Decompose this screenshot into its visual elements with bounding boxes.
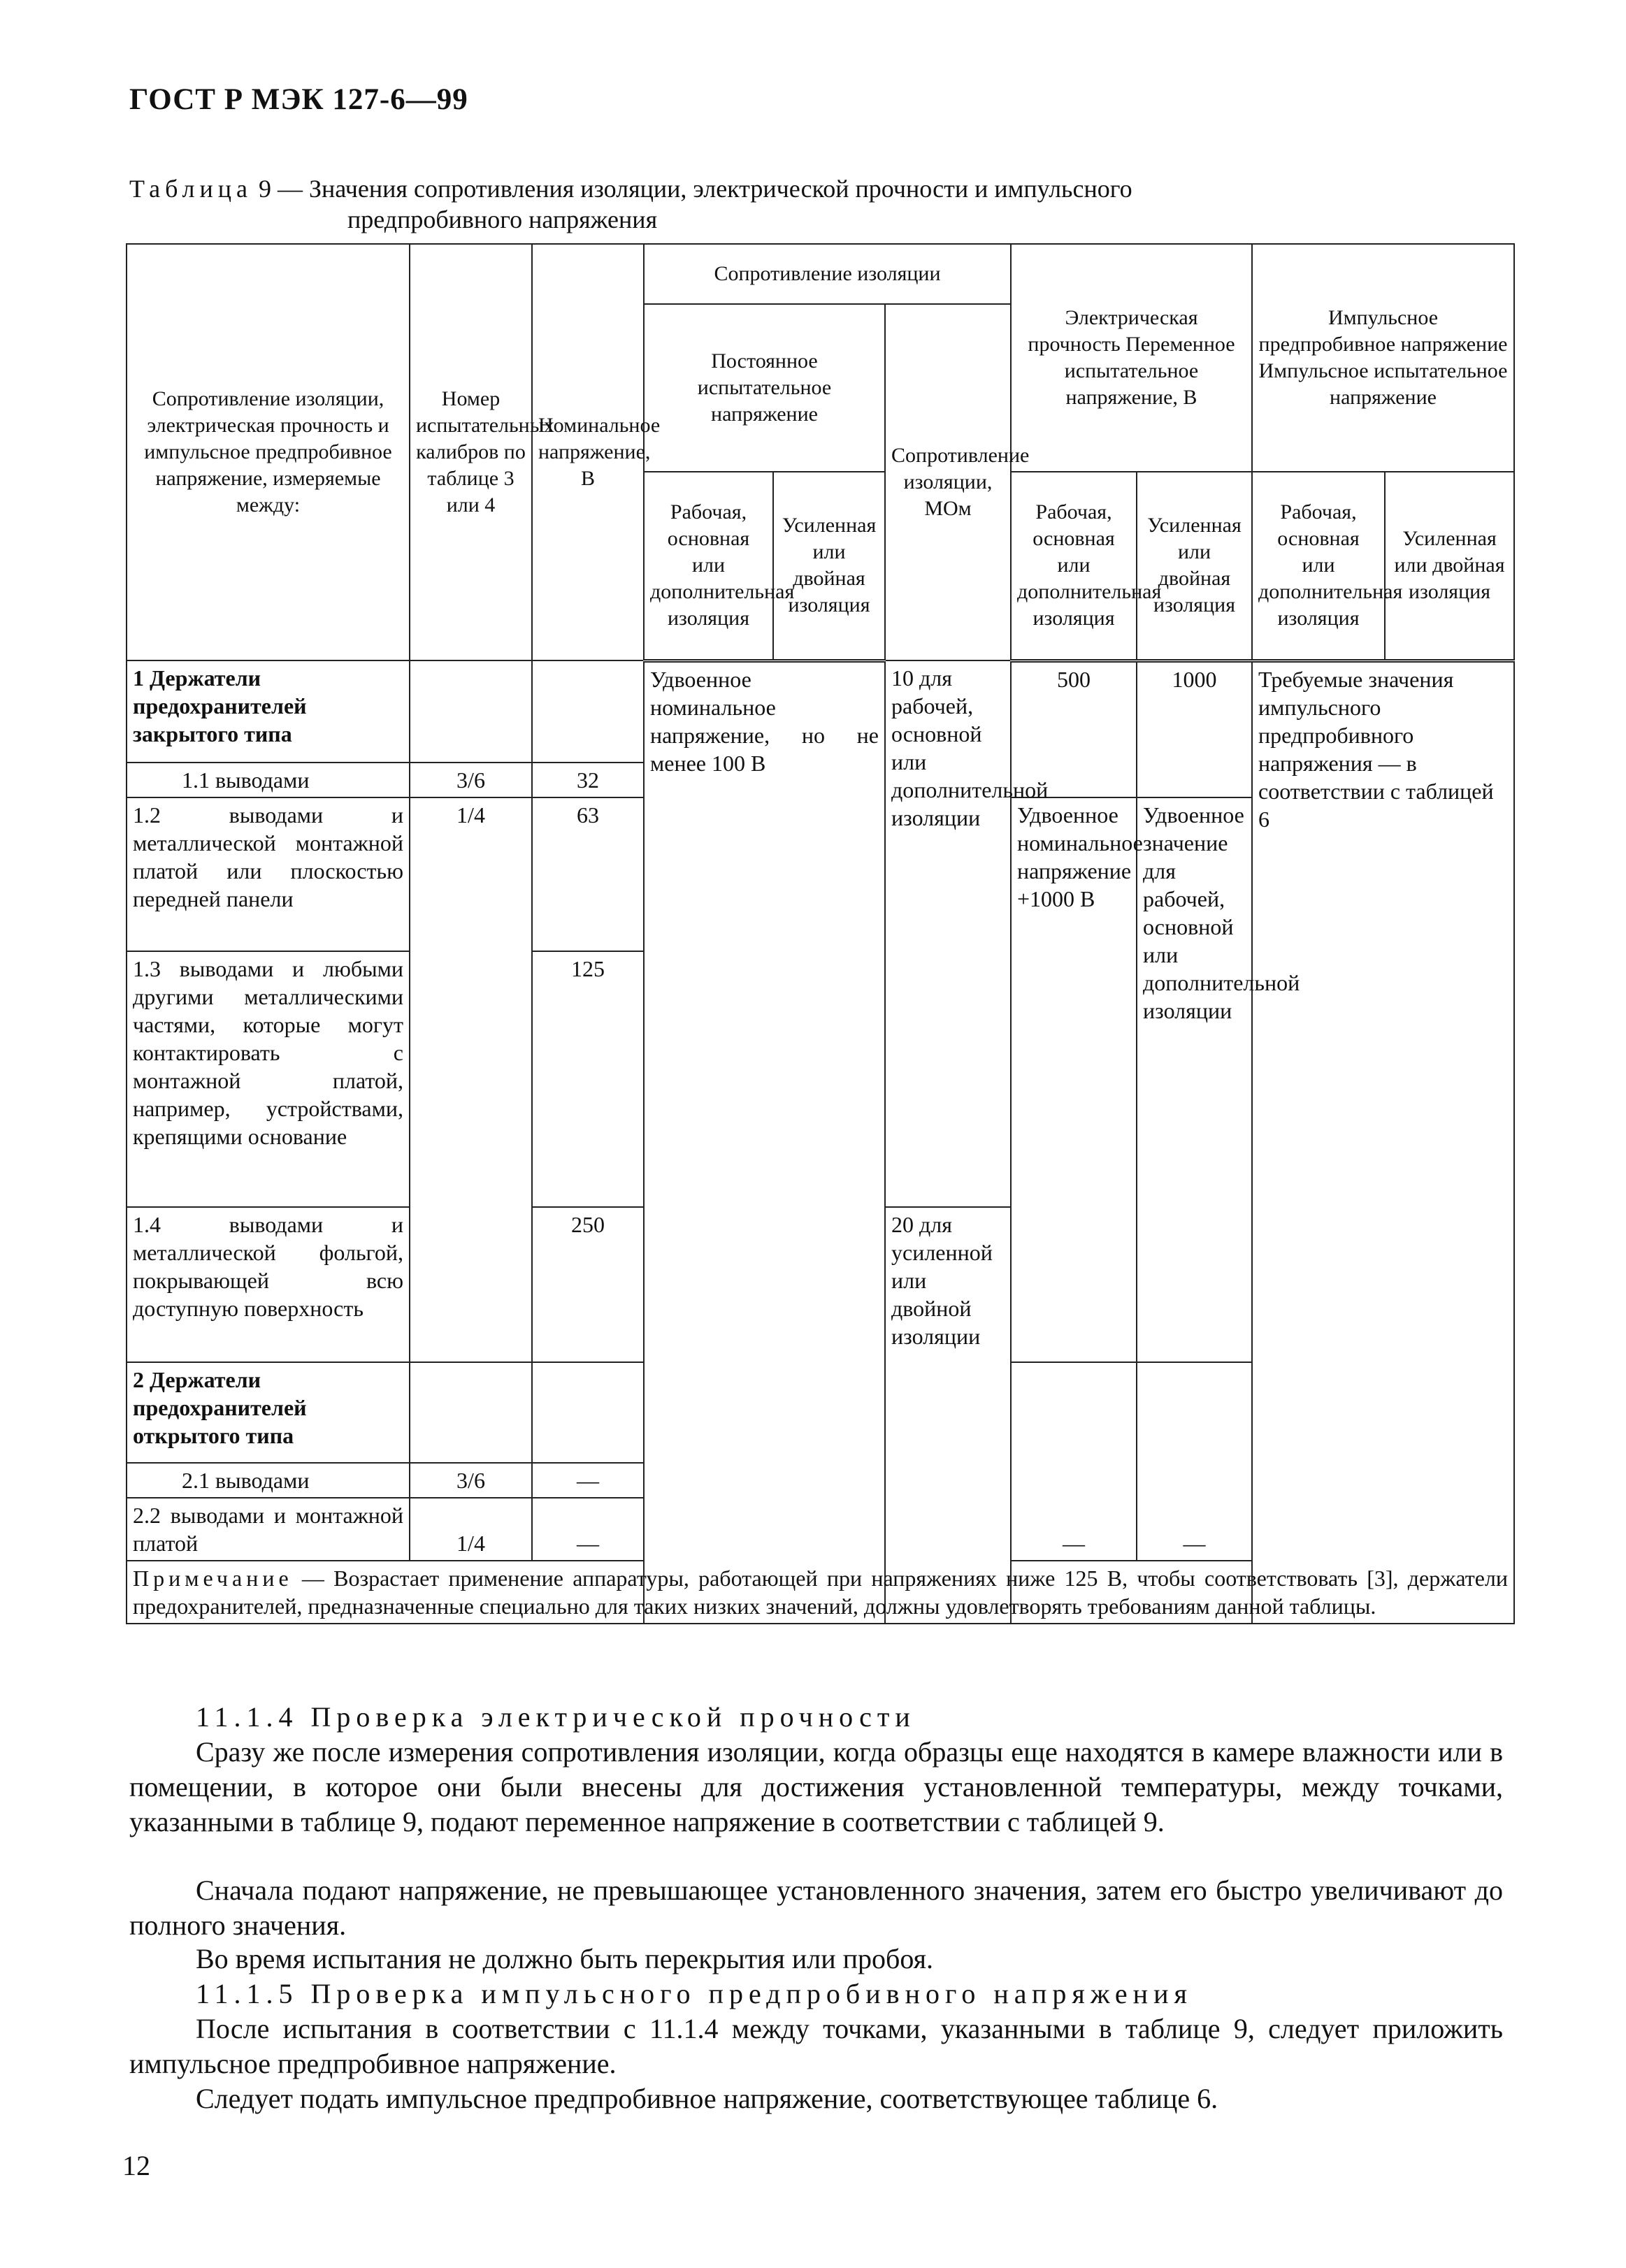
gauge-number-value: 1/4 (410, 797, 532, 1362)
paragraph: Сначала подают напряжение, не превышающее установленного значения, затем его быстро увеличивают до полного значения. (129, 1875, 1503, 1941)
header-dielectric-strength: Электрическая прочность Переменное испытательное напряжение, В (1011, 244, 1252, 472)
header-working-basic-insulation: Рабочая, основная или дополнительная изоляция (1252, 472, 1385, 660)
gauge-number-value: 3/6 (410, 763, 532, 797)
table-row: 2.2 выводами и монтажной платой (127, 1498, 410, 1561)
header-reinforced-insulation: Усиленная или двойная изоляция (773, 472, 885, 660)
header-working-basic-insulation: Рабочая, основная или дополнительная изоляция (1011, 472, 1137, 660)
gauge-number-value: 1/4 (410, 1498, 532, 1561)
paragraph: После испытания в соответствии с 11.1.4 между точками, указанными в таблице 9, следует приложить импульсное предпробивное напряжение. (129, 2013, 1503, 2079)
header-rated-voltage: Номинальное напряжение, В (532, 244, 644, 660)
section-closed-fuse-holders: 1 Держатели предохранителей закрытого типа (127, 660, 410, 763)
table-row: 1.4 выводами и металлической фольгой, покрывающей всю доступную поверхность (127, 1207, 410, 1362)
paragraph: Сразу же после измерения сопротивления изоляции, когда образцы еще находятся в камере влажности или в помещении, в которое они были внесены для достижения установленной температуры, между точками, указанными в таблице 9, подают переменное напряжение в соответствии с таблицей 9. (129, 1736, 1503, 1837)
rated-voltage-value: — (532, 1463, 644, 1498)
rated-voltage-value: 250 (532, 1207, 644, 1362)
header-reinforced-insulation: Усиленная или двойная изоляция (1385, 472, 1514, 660)
table-note-text: — Возрастает применение аппаратуры, работающей при напряжениях ниже 125 В, чтобы соответствовать [3], держатели предохранителей, предназначенные специально для таких низких значений, должны удовлетворять требованиям данной таблицы. (133, 1566, 1508, 1619)
table-caption-label: Таблица (129, 175, 252, 203)
header-measured-between: Сопротивление изоляции, электрическая прочность и импульсное предпробивное напряжение, измеряемые между: (127, 244, 410, 660)
paragraph: Следует подать импульсное предпробивное напряжение, соответствующее таблице 6. (196, 2083, 1218, 2114)
ac-voltage-dash: — (1137, 1362, 1252, 1561)
table-caption-text-line2: предпробивного напряжения (347, 205, 658, 233)
paragraph: Во время испытания не должно быть перекрытия или пробоя. (196, 1943, 934, 1974)
ac-voltage-dash: — (1011, 1362, 1137, 1561)
table-row: 1.1 выводами (127, 763, 410, 797)
document-header: ГОСТ Р МЭК 127-6—99 (129, 83, 468, 116)
table-caption (129, 173, 1388, 235)
section-heading-11-1-4: 11.1.4 Проверка электрической прочности (196, 1701, 916, 1733)
rated-voltage-value: 125 (532, 951, 644, 1207)
resistance-value-10: 10 для рабочей, основной или дополнительной изоляции (885, 660, 1011, 1207)
ac-working-insulation-value: Удвоенное номинальное напряжение +1000 В (1011, 797, 1137, 1362)
table-note-label: Примечание (133, 1566, 293, 1591)
header-reinforced-insulation: Усиленная или двойная изоляция (1137, 472, 1252, 660)
rated-voltage-value: 63 (532, 797, 644, 951)
table-caption-number: 9 (258, 175, 271, 203)
section-open-fuse-holders: 2 Держатели предохранителей открытого типа (127, 1362, 410, 1463)
table-note (127, 1561, 1514, 1624)
header-dc-test-voltage: Постоянное испытательное напряжение (644, 304, 885, 472)
header-working-basic-insulation: Рабочая, основная или дополнительная изоляция (644, 472, 773, 660)
section-heading-11-1-5: 11.1.5 Проверка импульсного предпробивного напряжения (196, 1978, 1193, 2009)
header-impulse-voltage: Импульсное предпробивное напряжение Импульсное испытательное напряжение (1252, 244, 1514, 472)
table-row: 1.2 выводами и металлической монтажной платой или плоскостью передней панели (127, 797, 410, 951)
ac-reinforced-insulation-value: Удвоенное значение для рабочей, основной или дополнительной изоляции (1137, 797, 1252, 1362)
rated-voltage-value: 32 (532, 763, 644, 797)
ac-voltage-1000: 1000 (1137, 660, 1252, 797)
table-caption-text: — Значения сопротивления изоляции, электрической прочности и импульсного (271, 175, 1132, 203)
rated-voltage-value: — (532, 1498, 644, 1561)
table-row: 2.1 выводами (127, 1463, 410, 1498)
resistance-value-20: 20 для усиленной или двойной изоляции (885, 1207, 1011, 1624)
dc-test-voltage-value: Удвоенное номинальное напряжение, но не менее 100 В (644, 660, 885, 1624)
impulse-voltage-value: Требуемые значения импульсного предпробивного напряжения — в соответствии с таблицей 6 (1252, 660, 1514, 1624)
page-number: 12 (122, 2150, 150, 2181)
header-gauge-number: Номер испытательных калибров по таблице 3 или 4 (410, 244, 532, 660)
header-resistance-mohm: Сопротивление изоляции, МОм (885, 304, 1011, 660)
header-insulation-resistance: Сопротивление изоляции (644, 244, 1011, 304)
gauge-number-value: 3/6 (410, 1463, 532, 1498)
table-9 (126, 243, 1513, 1624)
table-row: 1.3 выводами и любыми другими металлическими частями, которые могут контактировать с монтажной платой, например, устройствами, крепящими основание (127, 951, 410, 1207)
ac-voltage-500: 500 (1011, 660, 1137, 797)
